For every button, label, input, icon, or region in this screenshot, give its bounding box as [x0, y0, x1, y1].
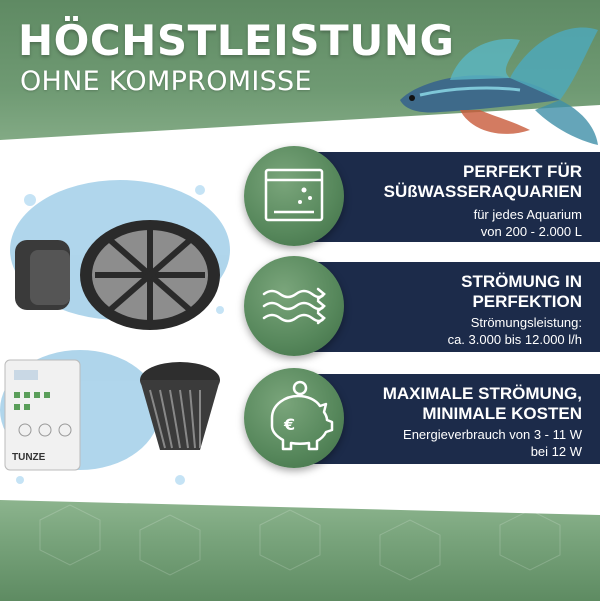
feature-circle-1 [244, 146, 344, 246]
feature-desc: für jedes Aquarium von 200 - 2.000 L [473, 207, 582, 239]
betta-fish-image [360, 0, 600, 150]
feature-circle-3 [244, 368, 344, 468]
feature-desc: Strömungsleistung: ca. 3.000 bis 12.000 l/h [447, 315, 582, 347]
aquarium-icon [244, 146, 344, 246]
headline: HÖCHSTLEISTUNG [18, 16, 455, 65]
feature-title: PERFEKT FÜR SÜßWASSERAQUARIEN [383, 162, 582, 201]
feature-bar-freshwater [300, 152, 600, 242]
feature-bar-flow [300, 262, 600, 352]
piggy-bank-icon [244, 368, 344, 468]
waves-icon [244, 256, 344, 356]
feature-bar-cost [300, 374, 600, 464]
feature-desc: Energieverbrauch von 3 - 11 W bei 12 W [403, 427, 582, 459]
feature-title: MAXIMALE STRÖMUNG, MINIMALE KOSTEN [382, 384, 582, 423]
subline: OHNE KOMPROMISSE [20, 66, 312, 97]
brand-label: TUNZE [12, 452, 46, 463]
feature-title: STRÖMUNG IN PERFEKTION [461, 272, 582, 311]
svg-text:€: € [284, 415, 296, 434]
hex-pattern [0, 500, 600, 601]
pump-product-image [0, 160, 240, 500]
feature-circle-2 [244, 256, 344, 356]
